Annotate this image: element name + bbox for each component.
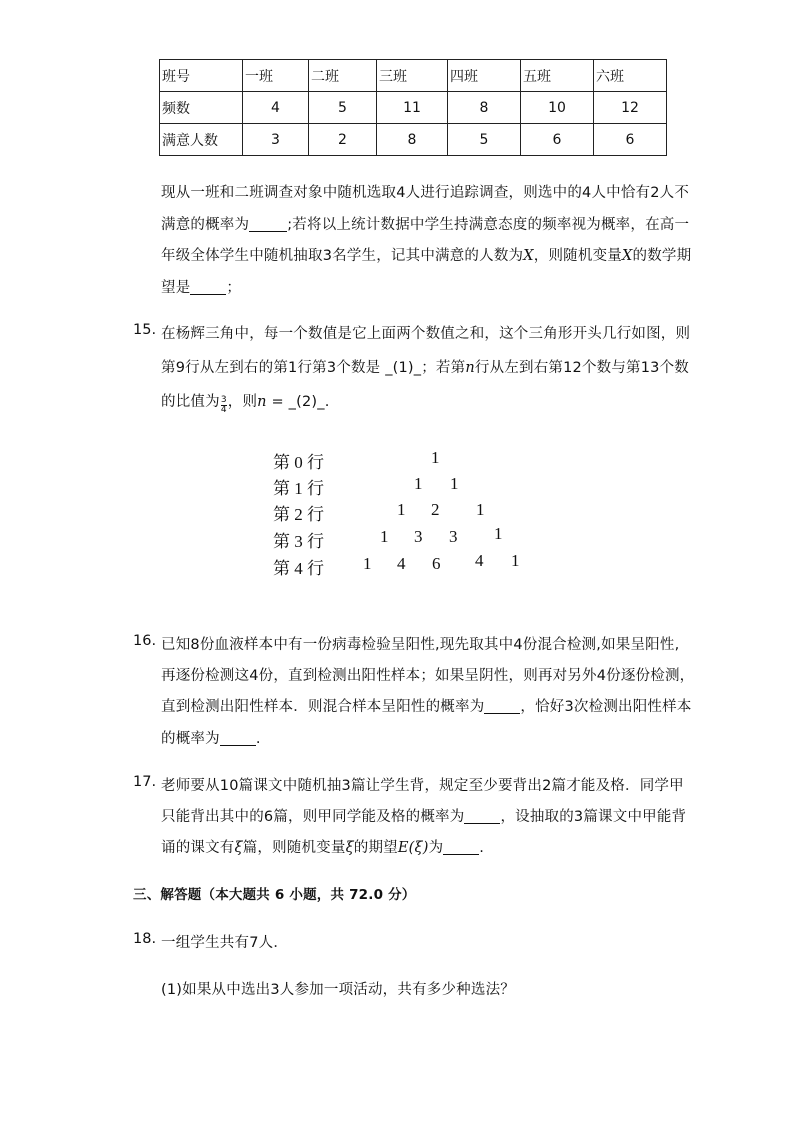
expectation-expr: E(ξ)	[397, 840, 429, 856]
triangle-value: 1	[363, 554, 372, 573]
text: ;若将以上统计数据中学生持满意态度的频率视为概率，在高一	[287, 217, 690, 233]
answer-blank	[249, 217, 287, 232]
triangle-value: 4	[475, 551, 484, 570]
denominator: 4	[220, 405, 227, 415]
text: ，则	[227, 394, 258, 410]
text: 直到检测出阳性样本．则混合样本呈阳性的概率为	[161, 699, 485, 715]
p16-line-2: 再逐份检测这4份，直到检测出阳性样本；如果呈阴性，则再对另外4份逐份检测，	[161, 668, 695, 684]
p17-line-3	[161, 836, 484, 857]
triangle-value: 2	[431, 500, 440, 519]
text: ，设抽取的3篇课文中甲能背	[500, 809, 687, 825]
triangle-value: 1	[494, 524, 503, 543]
triangle-value: 4	[397, 554, 406, 573]
table-row	[160, 124, 667, 156]
text: 诵的课文有	[161, 840, 235, 856]
p14-line-1: 现从一班和二班调查对象中随机选取4人进行追踪调查，则选中的4人中恰有2人不	[161, 185, 690, 201]
table-cell: 11	[377, 92, 448, 124]
table-cell: 4	[243, 92, 309, 124]
table-cell: 5	[309, 92, 377, 124]
triangle-value: 1	[450, 474, 459, 493]
triangle-value: 1	[397, 500, 406, 519]
p14-line-4	[161, 276, 241, 297]
answer-blank	[464, 809, 500, 824]
p16-line-4	[161, 727, 261, 748]
p14-line-3	[161, 244, 691, 265]
triangle-value: 3	[449, 527, 458, 546]
text: 的数学期	[632, 248, 692, 264]
p15-line-3	[161, 390, 330, 415]
table-header-cell: 六班	[594, 60, 667, 92]
table-cell: 6	[521, 124, 594, 156]
p16-line-3	[161, 695, 692, 716]
triangle-value: 1	[414, 474, 423, 493]
answer-blank	[220, 731, 256, 746]
answer-blank	[443, 840, 479, 855]
table-row-head: 频数	[160, 92, 243, 124]
text: 望是	[161, 280, 191, 296]
table-header-cell: 四班	[448, 60, 521, 92]
triangle-value: 3	[414, 527, 423, 546]
numerator: 3	[220, 395, 227, 405]
row-label: 第 4 行	[273, 559, 324, 578]
row-label: 第 3 行	[273, 532, 324, 551]
text: 的期望	[353, 840, 398, 856]
stats-table	[159, 59, 667, 156]
text: ，恰好3次检测出阳性样本	[520, 699, 692, 715]
p17-line-1: 老师要从10篇课文中随机抽3篇让学生背，规定至少要背出2篇才能及格．同学甲	[161, 778, 684, 794]
text: ；若第	[421, 360, 466, 376]
answer-blank: _(1)_	[385, 360, 422, 376]
text: =	[266, 394, 289, 410]
triangle-value: 1	[511, 551, 520, 570]
text: 满意的概率为	[161, 217, 250, 233]
text: 为	[428, 840, 444, 856]
table-cell: 12	[594, 92, 667, 124]
triangle-value: 1	[476, 500, 485, 519]
answer-blank	[484, 699, 520, 714]
text: 篇，则随机变量	[242, 840, 346, 856]
row-label: 第 1 行	[273, 479, 324, 498]
row-label: 第 0 行	[273, 453, 324, 472]
p18-line-1: 一组学生共有7人．	[161, 935, 289, 951]
table-header-cell: 三班	[377, 60, 448, 92]
p18-subquestion-1: (1)如果从中选出3人参加一项活动，共有多少种选法？	[161, 982, 515, 998]
table-cell: 10	[521, 92, 594, 124]
table-row-head: 满意人数	[160, 124, 243, 156]
table-cell: 3	[243, 124, 309, 156]
answer-blank: _(2)_	[288, 394, 325, 410]
triangle-value: 6	[432, 554, 441, 573]
row-label: 第 2 行	[273, 505, 324, 524]
table-cell: 5	[448, 124, 521, 156]
text: ，则随机变量	[533, 248, 622, 264]
table-header-cell: 五班	[521, 60, 594, 92]
variable: n	[257, 394, 267, 410]
table-cell: 8	[448, 92, 521, 124]
table-header-row	[160, 60, 667, 92]
problem-number: 15.	[133, 322, 157, 338]
p14-line-2	[161, 213, 689, 234]
text: .	[255, 731, 261, 747]
triangle-value: 1	[380, 527, 389, 546]
p17-line-2	[161, 805, 686, 826]
problem-number: 18.	[133, 931, 157, 947]
variable: ξ	[234, 840, 243, 856]
text: .	[324, 394, 330, 410]
table-header-cell: 二班	[309, 60, 377, 92]
problem-number: 16.	[133, 633, 157, 649]
fraction	[221, 396, 227, 415]
table-header-cell: 班号	[160, 60, 243, 92]
variable: n	[465, 360, 475, 376]
variable: ξ	[345, 840, 354, 856]
table-header-cell: 一班	[243, 60, 309, 92]
table-cell: 8	[377, 124, 448, 156]
p15-line-1: 在杨辉三角中，每一个数值是它上面两个数值之和，这个三角形开头几行如图，则	[161, 326, 691, 342]
table-cell: 2	[309, 124, 377, 156]
text: 只能背出其中的6篇，则甲同学能及格的概率为	[161, 809, 465, 825]
p16-line-1: 已知8份血液样本中有一份病毒检验呈阳性,现先取其中4份混合检测,如果呈阳性,	[161, 637, 680, 653]
variable: X	[523, 248, 534, 264]
problem-number: 17.	[133, 774, 157, 790]
text: 第9行从左到右的第1行第3个数是	[161, 360, 381, 376]
text: 的比值为	[161, 394, 220, 410]
variable: X	[621, 248, 633, 264]
text: .	[479, 840, 485, 856]
text: 行从左到右第12个数与第13个数	[474, 360, 689, 376]
p15-line-2	[161, 356, 689, 377]
section-title: 三、解答题（本大题共 6 小题，共 72.0 分）	[133, 887, 416, 903]
text: 年级全体学生中随机抽取3名学生，记其中满意的人数为	[161, 248, 524, 264]
text: ；	[226, 280, 242, 296]
table-cell: 6	[594, 124, 667, 156]
text: 的概率为	[161, 731, 220, 747]
answer-blank	[190, 280, 226, 295]
triangle-value: 1	[431, 448, 440, 467]
table-row	[160, 92, 667, 124]
